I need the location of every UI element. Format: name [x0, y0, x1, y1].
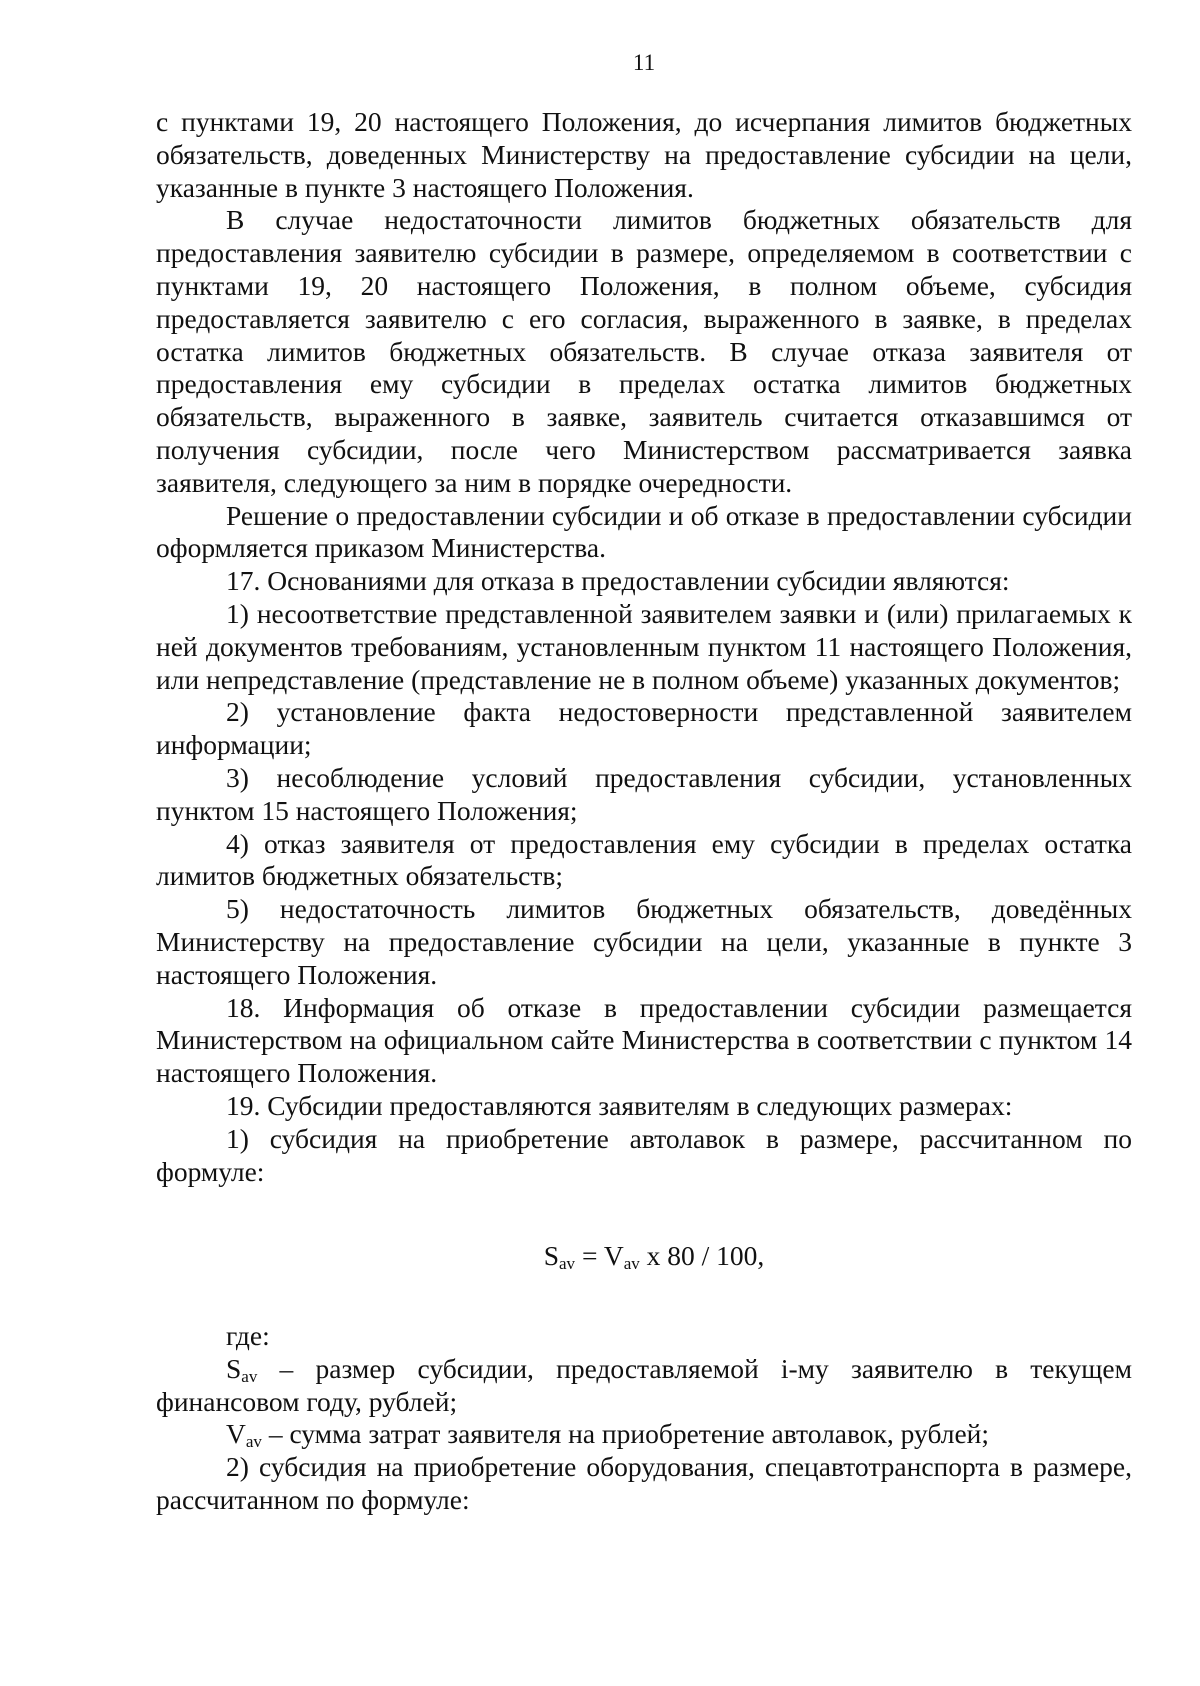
formula-s-subscript: av: [558, 1254, 576, 1274]
formula-equals: =: [575, 1240, 604, 1272]
definition-s-letter: S: [226, 1352, 242, 1384]
document-body: [156, 106, 1132, 1517]
where-label: где:: [226, 1320, 270, 1352]
paragraph-continuation: с пунктами 19, 20 настоящего Положения, до исчерпания лимитов бюджетных обязательств, доведенных Министерству на предоставление субсидии на цели, указанные в пункте 3 настоящего Положения.: [156, 106, 1132, 203]
formula-rest: х 80 / 100,: [639, 1240, 765, 1272]
list-item-5: 5) недостаточность лимитов бюджетных обязательств, доведённых Министерству на предоставление субсидии на цели, указанные в пункте 3 настоящего Положения.: [156, 893, 1132, 990]
formula-v-letter: V: [603, 1240, 624, 1272]
definition-s-text: – размер субсидии, предоставляемой i-му заявителю в текущем финансовом году, рублей;: [156, 1352, 1132, 1417]
definition-v-subscript: av: [245, 1432, 262, 1452]
formula-s-letter: S: [543, 1240, 559, 1272]
page-number: 11: [632, 50, 656, 75]
definition-v-text: – сумма затрат заявителя на приобретение автолавок, рублей;: [261, 1418, 990, 1450]
list-item-1: 1) несоответствие представленной заявителем заявки и (или) прилагаемых к ней документов требованиям, установленным пунктом 11 настоящего Положения, или непредставление (представление не в полном объеме) указанных документов;: [156, 597, 1132, 695]
paragraph-19-item-1: 1) субсидия на приобретение автолавок в размере, рассчитанном по формуле:: [156, 1122, 1132, 1187]
definition-s-av: [156, 1353, 1132, 1419]
paragraph-decision: Решение о предоставлении субсидии и об отказе в предоставлении субсидии оформляется приказом Министерства.: [156, 499, 1132, 564]
paragraph-19-item-2: 2) субсидия на приобретение оборудования, спецавтотранспорта в размере, рассчитанном по формуле:: [156, 1451, 1132, 1516]
formula-v-subscript: av: [623, 1254, 640, 1274]
definition-v-av: [156, 1418, 1132, 1451]
paragraph-17-heading: 17. Основаниями для отказа в предоставлении субсидии являются:: [226, 565, 1010, 597]
list-item-4: 4) отказ заявителя от предоставления ему субсидии в пределах остатка лимитов бюджетных обязательств;: [156, 827, 1132, 892]
paragraph-19-heading: 19. Субсидии предоставляются заявителям в следующих размерах:: [226, 1089, 1013, 1121]
paragraph-insufficient-limits: В случае недостаточности лимитов бюджетных обязательств для предоставления заявителю субсидии в размере, определяемом в соответствии с пунктами 19, 20 настоящего Положения, в полном объеме, субсидия предоставляется заявителю с его согласия, выраженного в заявке, в пределах остатка лимитов бюджетных обязательств. В случае отказа заявителя от предоставления ему субсидии в пределах остатка лимитов бюджетных обязательств, выраженного в заявке, заявитель считается отказавшимся от получения субсидии, после чего Министерством рассматривается заявка заявителя, следующего за ним в порядке очередности.: [156, 204, 1132, 498]
definition-s-subscript: av: [241, 1366, 258, 1386]
paragraph-18: 18. Информация об отказе в предоставлении субсидии размещается Министерством на официальном сайте Министерства в соответствии с пунктом 14 настоящего Положения.: [156, 991, 1132, 1089]
list-item-3: 3) несоблюдение условий предоставления субсидии, установленных пунктом 15 настоящего Положения;: [156, 761, 1132, 826]
formula: [156, 1240, 1132, 1273]
list-item-2: 2) установление факта недостоверности представленной заявителем информации;: [156, 696, 1132, 761]
definition-v-letter: V: [226, 1418, 246, 1450]
